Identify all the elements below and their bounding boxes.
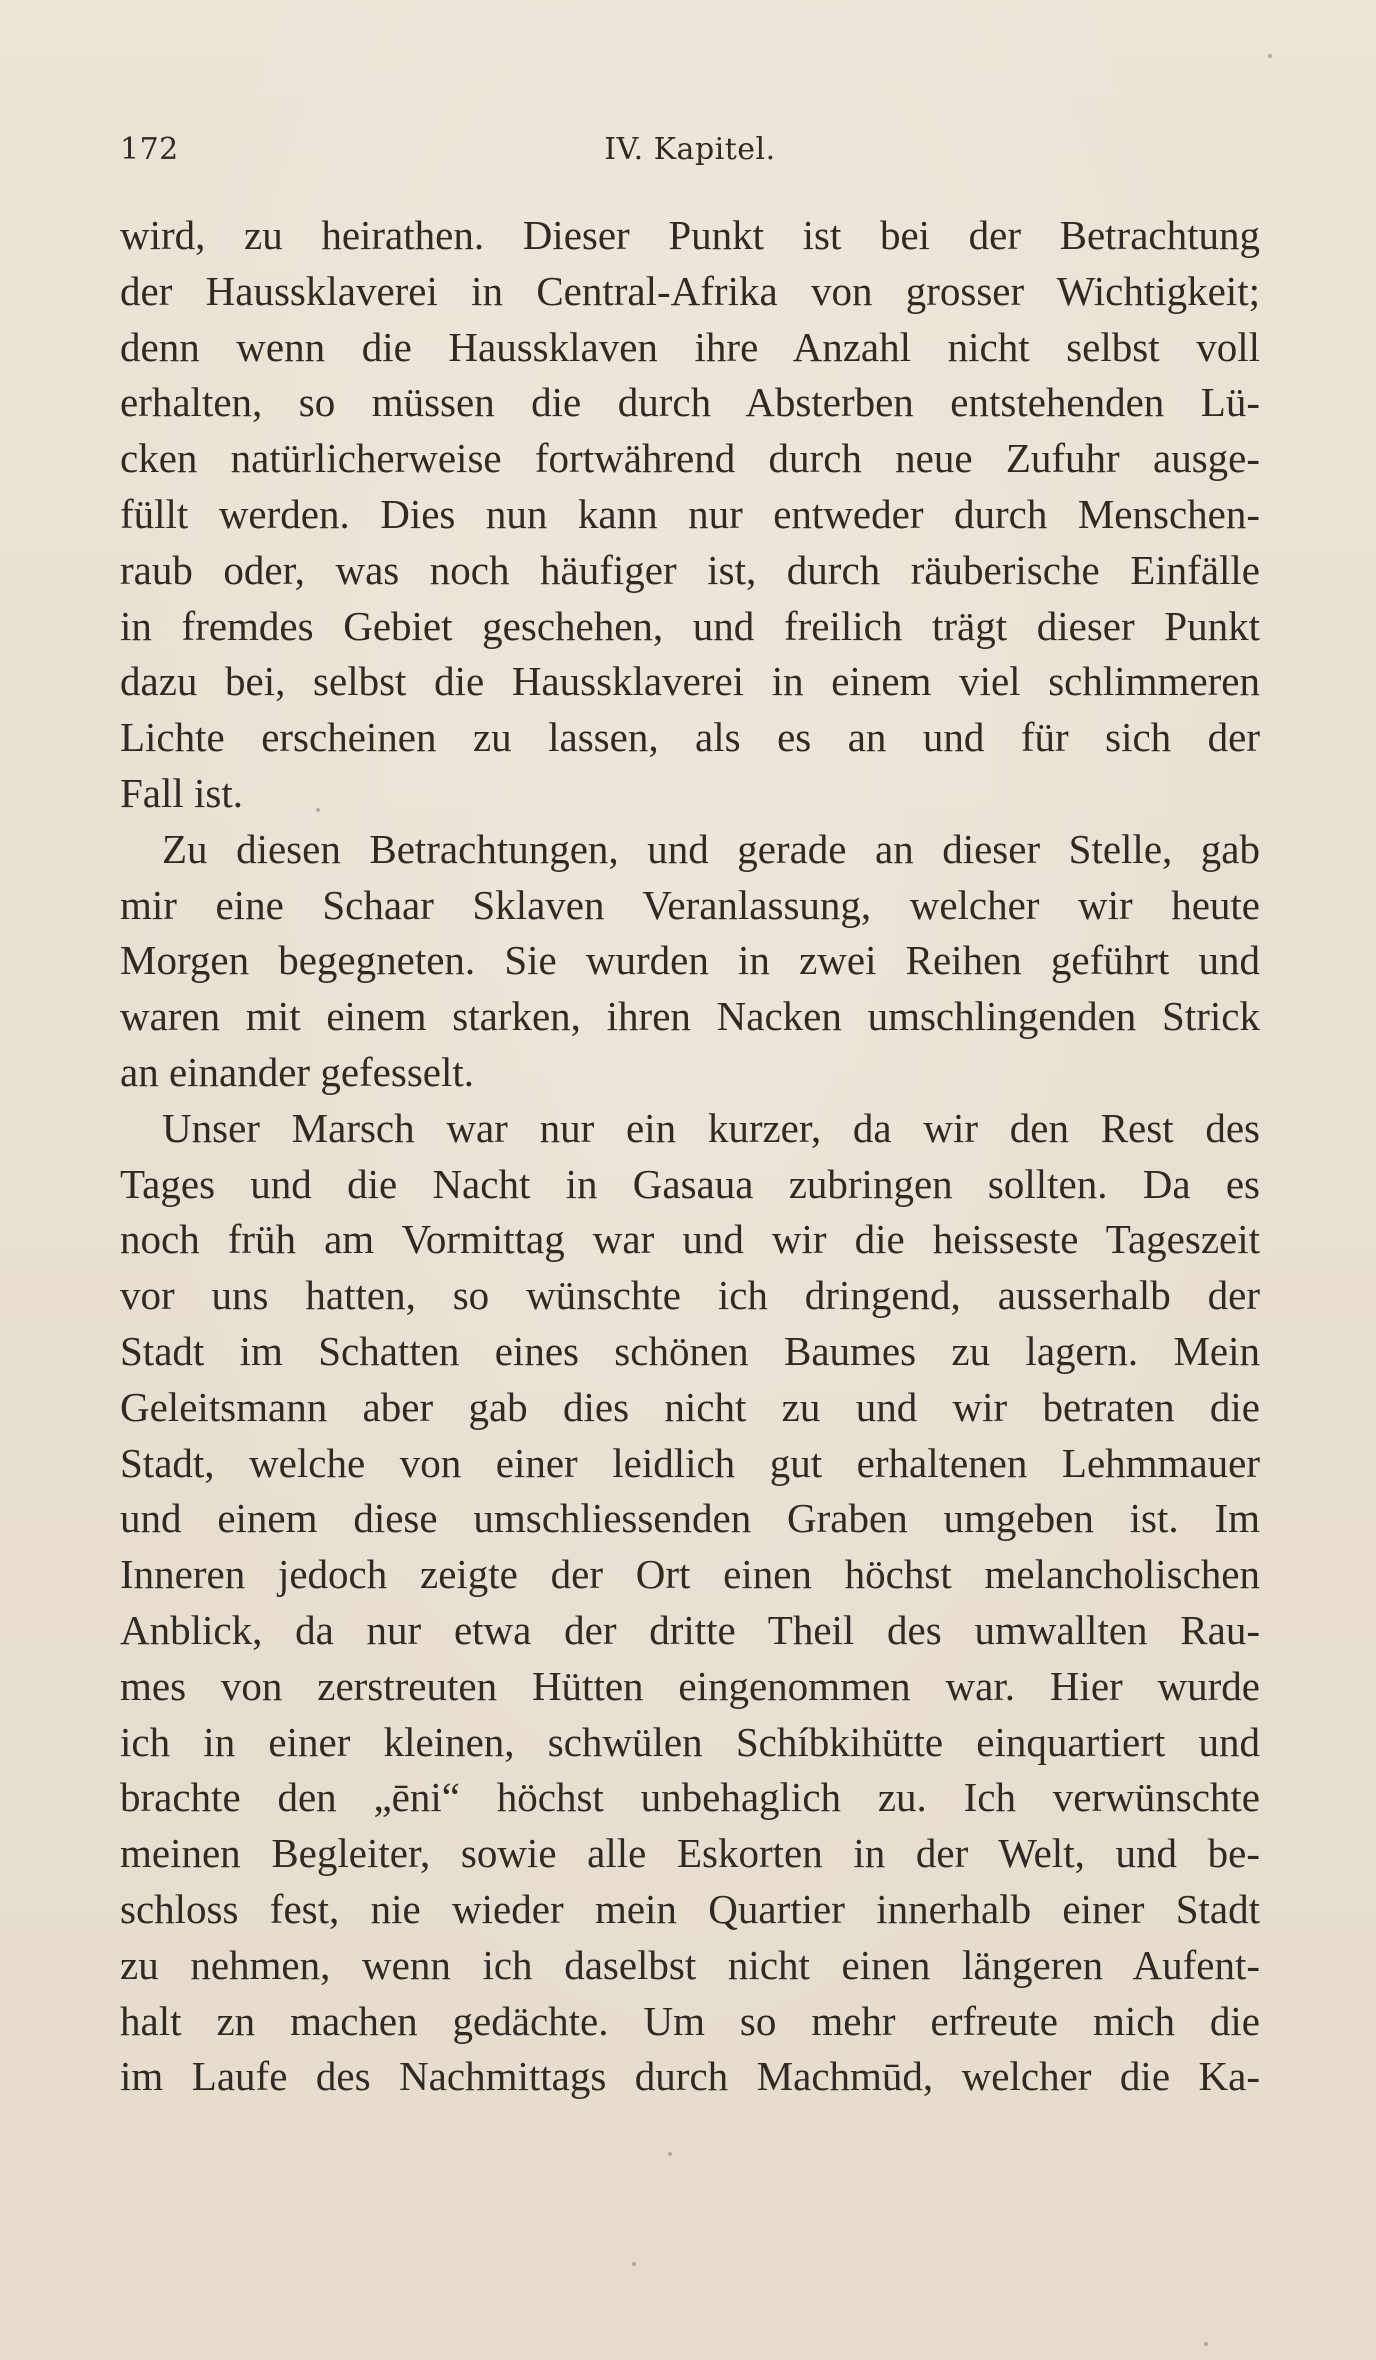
text-line: Morgen begegneten. Sie wurden in zwei Reihen geführt und — [120, 937, 1260, 984]
paper-speck — [1204, 2342, 1208, 2346]
text-line: meinen Begleiter, sowie alle Eskorten in der Welt, und be- — [120, 1830, 1260, 1877]
text-line: Stadt, welche von einer leidlich gut erhaltenen Lehmmauer — [120, 1439, 1260, 1486]
text-line: waren mit einem starken, ihren Nacken umschlingenden Strick — [120, 993, 1260, 1040]
text-line: noch früh am Vormittag war und wir die heisseste Tageszeit — [120, 1216, 1260, 1263]
text-line: Stadt im Schatten eines schönen Baumes zu lagern. Mein — [120, 1327, 1260, 1374]
text-line: Fall ist. — [120, 769, 244, 816]
text-line: mir eine Schaar Sklaven Veranlassung, welcher wir heute — [120, 881, 1260, 928]
text-line: der Haussklaverei in Central-Afrika von grosser Wichtigkeit; — [120, 267, 1260, 314]
text-line: schloss fest, nie wieder mein Quartier innerhalb einer Stadt — [120, 1885, 1260, 1932]
paper-speck — [316, 808, 320, 812]
text-line: Lichte erscheinen zu lassen, als es an und für sich der — [120, 714, 1260, 761]
text-line: und einem diese umschliessenden Graben umgeben ist. Im — [120, 1495, 1260, 1542]
text-line: Anblick, da nur etwa der dritte Theil des umwallten Rau- — [120, 1606, 1260, 1653]
text-line: wird, zu heirathen. Dieser Punkt ist bei der Betrachtung — [120, 212, 1260, 258]
text-line: zu nehmen, wenn ich daselbst nicht einen längeren Aufent- — [120, 1941, 1260, 1988]
text-line: in fremdes Gebiet geschehen, und freilich trägt dieser Punkt — [120, 602, 1260, 649]
page-header — [120, 132, 1260, 176]
text-line: vor uns hatten, so wünschte ich dringend, ausserhalb der — [120, 1272, 1260, 1319]
text-line: raub oder, was noch häufiger ist, durch räuberische Einfälle — [120, 546, 1260, 593]
text-line: brachte den „ēni“ höchst unbehaglich zu. Ich verwünschte — [120, 1774, 1260, 1821]
text-line: an einander gefesselt. — [120, 1048, 475, 1095]
text-line: cken natürlicherweise fortwährend durch neue Zufuhr ausge- — [120, 435, 1260, 482]
text-line: dazu bei, selbst die Haussklaverei in einem viel schlimmeren — [120, 658, 1260, 705]
paper-speck — [1268, 54, 1272, 58]
running-title: IV. Kapitel. — [604, 132, 776, 167]
text-line: Inneren jedoch zeigte der Ort einen höchst melancholischen — [120, 1551, 1260, 1598]
body-text — [120, 208, 1260, 2105]
text-line: Geleitsmann aber gab dies nicht zu und wir betraten die — [120, 1383, 1260, 1430]
paper-speck — [668, 2152, 672, 2156]
text-line: ich in einer kleinen, schwülen Schíbkihütte einquartiert und — [120, 1718, 1260, 1765]
text-line: füllt werden. Dies nun kann nur entweder durch Menschen- — [120, 490, 1260, 537]
paper-speck — [632, 2262, 636, 2266]
page-number: 172 — [120, 132, 179, 167]
text-line: Tages und die Nacht in Gasaua zubringen sollten. Da es — [120, 1160, 1260, 1207]
text-line: mes von zerstreuten Hütten eingenommen war. Hier wurde — [120, 1662, 1260, 1709]
text-line: halt zn machen gedächte. Um so mehr erfreute mich die — [120, 1997, 1260, 2044]
text-line: Zu diesen Betrachtungen, und gerade an dieser Stelle, gab — [162, 825, 1260, 872]
text-line: erhalten, so müssen die durch Absterben entstehenden Lü- — [120, 379, 1260, 426]
text-line: Unser Marsch war nur ein kurzer, da wir den Rest des — [162, 1104, 1260, 1151]
text-line: denn wenn die Haussklaven ihre Anzahl nicht selbst voll — [120, 323, 1260, 370]
text-line: im Laufe des Nachmittags durch Machmūd, welcher die Ka- — [120, 2053, 1260, 2100]
